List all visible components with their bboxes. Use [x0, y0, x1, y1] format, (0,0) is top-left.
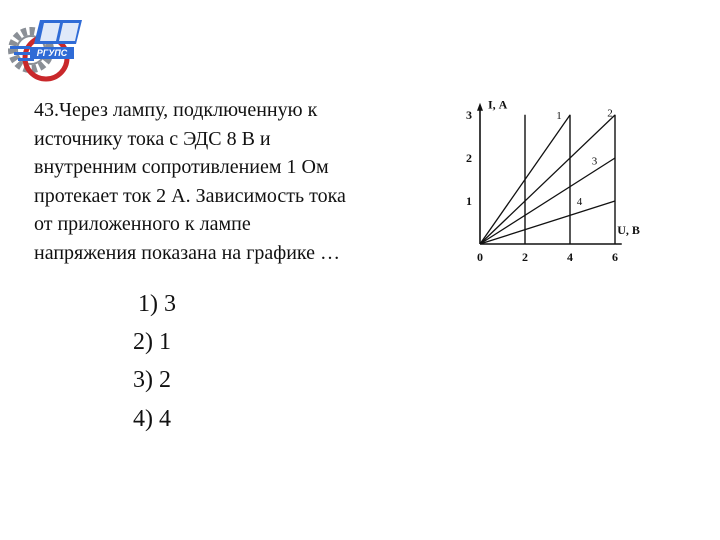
x-tick-label-6: 6	[612, 250, 618, 264]
x-tick-label-0: 0	[477, 250, 483, 264]
x-tick-label-2: 2	[522, 250, 528, 264]
x-tick-label-4: 4	[567, 250, 573, 264]
y-axis-label: I, А	[488, 97, 508, 112]
answer-option-4[interactable]: 4) 4	[133, 406, 171, 432]
question-text: 43.Через лампу, подключенную к источнику тока с ЭДС 8 В и внутренним сопротивлением 1 Ом протекает ток 2 А. Зависимость тока от приложенного к лампе напряжения показана на графике …	[34, 99, 346, 264]
series-label-2: 2	[607, 107, 613, 120]
y-tick-label-1: 1	[466, 194, 472, 208]
answer-option-2[interactable]: 2) 1	[133, 329, 171, 355]
rgups-logo	[4, 14, 86, 84]
x-axis-label: U, В	[617, 223, 640, 237]
series-label-3: 3	[591, 155, 598, 168]
answer-option-3[interactable]: 3) 2	[133, 367, 171, 393]
y-tick-label-2: 2	[466, 151, 472, 165]
series-line-3	[480, 158, 615, 244]
y-axis-arrow	[477, 103, 483, 111]
y-tick-label-3: 3	[466, 108, 472, 122]
book-icon	[34, 20, 82, 44]
series-label-1: 1	[556, 109, 562, 122]
answer-option-1[interactable]: 1) 3	[138, 291, 176, 317]
series-line-4	[480, 201, 615, 244]
series-line-2	[480, 115, 615, 244]
series-label-4: 4	[576, 196, 583, 209]
logo-text: РГУПС	[36, 48, 68, 58]
current-voltage-chart	[440, 85, 670, 270]
